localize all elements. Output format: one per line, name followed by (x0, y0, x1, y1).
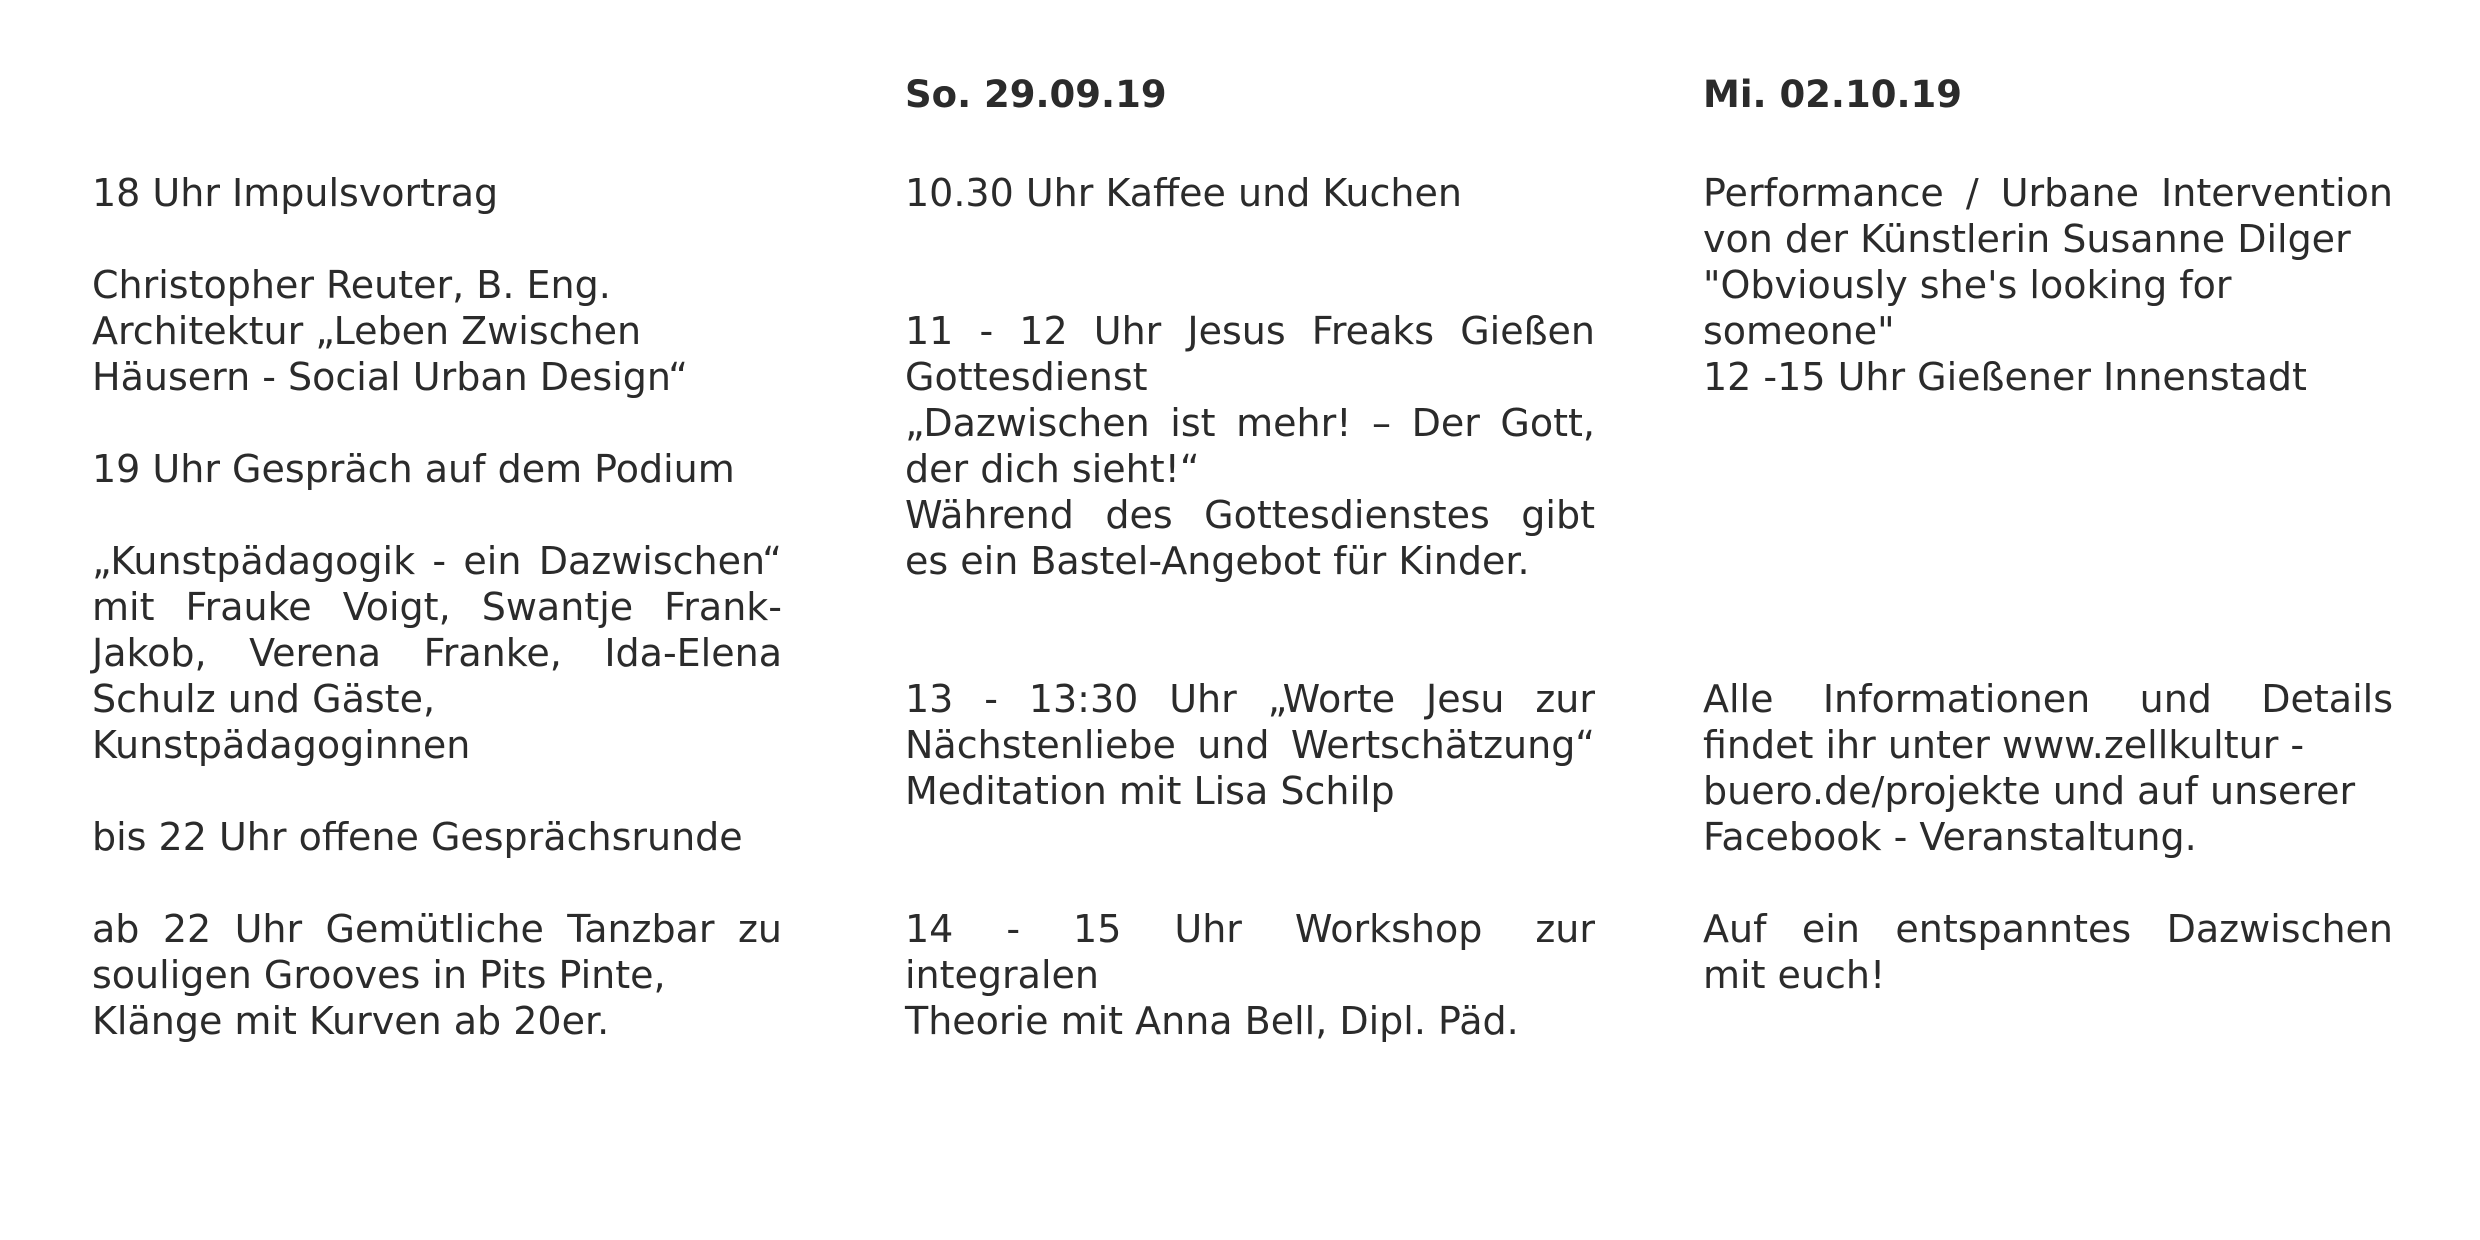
event-text-line: Christopher Reuter, B. Eng. (92, 263, 611, 307)
event-text-line: someone" (1703, 309, 1895, 353)
event-text-line: Alle Informationen und Details (1703, 677, 2393, 721)
event-text-line: Jakob, Verena Franke, Ida-Elena (92, 631, 782, 675)
event-text-line: mit euch! (1703, 953, 1886, 997)
event-text-line: 12 -15 Uhr Gießener Innenstadt (1703, 355, 2307, 399)
event-text-line: Facebook - Veranstaltung. (1703, 815, 2197, 859)
event-text-line: ab 22 Uhr Gemütliche Tanzbar zu (92, 907, 782, 951)
event-text-line: Architektur „Leben Zwischen (92, 309, 642, 353)
event-workshop (905, 906, 1595, 1044)
event-tanzbar (92, 906, 782, 1044)
event-text-line: der dich sieht!“ (905, 447, 1200, 491)
event-text-line: Kunstpädagoginnen (92, 723, 471, 767)
event-performance (1703, 170, 2393, 400)
event-text-line: 18 Uhr Impulsvortrag (92, 171, 499, 215)
event-text-line: 19 Uhr Gespräch auf dem Podium (92, 447, 735, 491)
event-kaffee-kuchen (905, 170, 1595, 216)
event-text-line: Nächstenliebe und Wertschätzung“ (905, 723, 1595, 767)
event-text-line: Gottesdienst (905, 355, 1148, 399)
event-text-line: mit Frauke Voigt, Swantje Frank- (92, 585, 782, 629)
event-text-line: Während des Gottesdienstes gibt (905, 493, 1595, 537)
event-text-line: Klänge mit Kurven ab 20er. (92, 999, 610, 1043)
event-speaker-reuter (92, 262, 782, 400)
event-text-line: Häusern - Social Urban Design“ (92, 355, 688, 399)
event-text-line: findet ihr unter www.zellkultur - (1703, 723, 2305, 767)
event-podium (92, 446, 782, 492)
event-text-line: es ein Bastel-Angebot für Kinder. (905, 539, 1530, 583)
event-text-line: "Obviously she's looking for (1703, 263, 2232, 307)
event-text-line: 14 - 15 Uhr Workshop zur integralen (905, 907, 1595, 997)
event-meditation (905, 676, 1595, 814)
event-text-line: Theorie mit Anna Bell, Dipl. Päd. (905, 999, 1519, 1043)
info-details (1703, 676, 2393, 860)
event-text-line: 11 - 12 Uhr Jesus Freaks Gießen (905, 309, 1595, 353)
event-text-line: Meditation mit Lisa Schilp (905, 769, 1395, 813)
event-text-line: 10.30 Uhr Kaffee und Kuchen (905, 171, 1462, 215)
event-text-line: souligen Grooves in Pits Pinte, (92, 953, 666, 997)
event-impulsvortrag (92, 170, 782, 216)
event-text-line: Performance / Urbane Intervention (1703, 171, 2393, 215)
event-gespraechsrunde (92, 814, 782, 860)
event-text-line: von der Künstlerin Susanne Dilger (1703, 217, 2351, 261)
event-text-line: Auf ein entspanntes Dazwischen (1703, 907, 2393, 951)
event-kunstpaedagogik (92, 538, 782, 768)
event-text-line: „Dazwischen ist mehr! – Der Gott, (905, 401, 1595, 445)
event-gottesdienst (905, 308, 1595, 584)
event-text-line: Schulz und Gäste, (92, 677, 436, 721)
event-text-line: buero.de/projekte und auf unserer (1703, 769, 2356, 813)
event-text-line: „Kunstpädagogik - ein Dazwischen“ (92, 539, 782, 583)
event-text-line: 13 - 13:30 Uhr „Worte Jesu zur (905, 677, 1595, 721)
date-heading-wednesday: Mi. 02.10.19 (1703, 73, 1963, 116)
closing-note (1703, 906, 2393, 998)
date-heading-sunday: So. 29.09.19 (905, 73, 1167, 116)
event-text-line: bis 22 Uhr offene Gesprächsrunde (92, 815, 743, 859)
